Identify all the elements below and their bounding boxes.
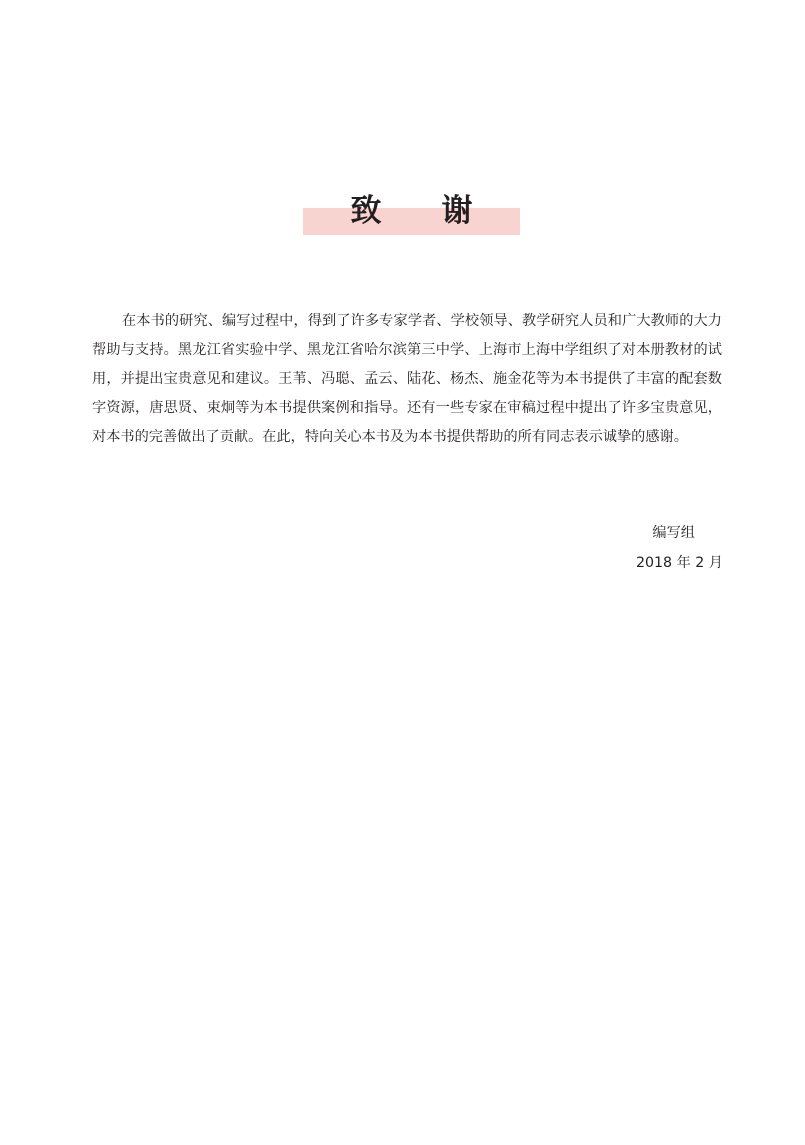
acknowledgement-paragraph: 在本书的研究、编写过程中，得到了许多专家学者、学校领导、教学研究人员和广大教师的大力帮助与支持。黑龙江省实验中学、黑龙江省哈尔滨第三中学、上海市上海中学组织了对本册教材的试用，并提出宝贵意见和建议。王苇、冯聪、孟云、陆花、杨杰、施金花等为本书提供了丰富的配套数字资源，唐思贤、束炯等为本书提供案例和指导。还有一些专家在审稿过程中提出了许多宝贵意见，对本书的完善做出了贡献。在此，特向关心本书及为本书提供帮助的所有同志表示诚挚的感谢。 [92, 313, 722, 445]
signature-author: 编写组 [652, 525, 695, 541]
title-char-1: 致 [350, 192, 382, 229]
page-title [303, 186, 520, 236]
signature-block [635, 518, 723, 578]
signature-date: 2018 年 2 月 [635, 555, 723, 571]
title-text [303, 186, 520, 236]
title-char-2: 谢 [441, 192, 473, 229]
